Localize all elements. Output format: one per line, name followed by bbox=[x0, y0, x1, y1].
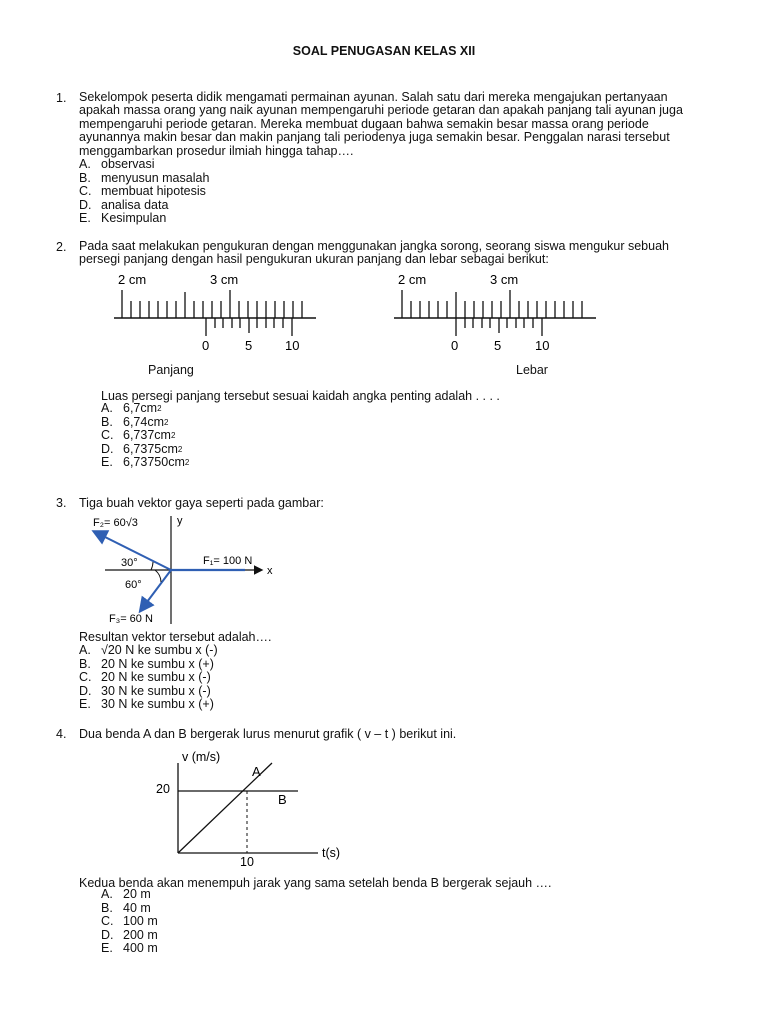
graph-x-label: t(s) bbox=[322, 846, 341, 860]
q4-option-a[interactable]: A. 20 m bbox=[101, 887, 151, 901]
q2-option-e[interactable]: E. 6,73750 cm 2 bbox=[101, 455, 190, 469]
q4-options bbox=[101, 888, 158, 956]
q4-option-b[interactable]: B. 40 m bbox=[101, 900, 151, 915]
graph-x-tick-10: 10 bbox=[240, 855, 254, 869]
q4-option-c[interactable]: C. 100 m bbox=[101, 914, 158, 928]
main-scale-label-2cm: 2 cm bbox=[118, 272, 147, 287]
vt-graph bbox=[150, 745, 360, 873]
q3-option-e[interactable]: E. 30 N ke sumbu x (+) bbox=[79, 697, 214, 711]
q2-option-d[interactable]: D. 6,7375 cm 2 bbox=[101, 441, 183, 456]
q1-line: Sekelompok peserta didik mengamati permainan ayunan. Salah satu dari mereka mengajukan pertanyaan bbox=[79, 90, 668, 104]
q4-option-d[interactable]: D. 200 m bbox=[101, 927, 158, 942]
q3-option-d[interactable]: D. 30 N ke sumbu x (-) bbox=[79, 683, 211, 698]
lebar-label: Lebar bbox=[516, 363, 548, 377]
q1-number: 1. bbox=[56, 91, 67, 105]
q3-option-c[interactable]: C. 20 N ke sumbu x (-) bbox=[79, 670, 211, 684]
y-axis-label: y bbox=[177, 515, 183, 527]
q2-options bbox=[101, 402, 189, 470]
vector-diagram bbox=[85, 512, 285, 628]
graph-y-tick-20: 20 bbox=[156, 782, 170, 796]
q4-prompt: Kedua benda akan menempuh jarak yang sama setelah benda B bergerak sejauh …. bbox=[79, 876, 552, 890]
q1-line: apakah massa orang yang naik ayunan mempengaruhi periode getaran dan apakah panjang tali ayunan juga bbox=[79, 103, 683, 118]
q1-option-e[interactable]: E. Kesimpulan bbox=[79, 211, 167, 226]
q3-prompt: Resultan vektor tersebut adalah…. bbox=[79, 630, 272, 644]
q2-number: 2. bbox=[56, 240, 67, 254]
vernier-label-10: 10 bbox=[535, 338, 550, 353]
q2-option-c[interactable]: C. 6,737 cm 2 bbox=[101, 428, 176, 442]
q4-option-e[interactable]: E. 400 m bbox=[101, 941, 158, 955]
line-b-label: B bbox=[278, 792, 287, 807]
vernier-scale-ticks bbox=[206, 318, 292, 336]
vernier-scale-ticks bbox=[456, 318, 542, 336]
q2-option-b[interactable]: B. 6,74 cm 2 bbox=[101, 414, 169, 429]
vernier-panjang-diagram bbox=[110, 270, 320, 356]
q3-number: 3. bbox=[56, 496, 67, 510]
line-a-label: A bbox=[252, 764, 261, 779]
main-scale-ticks bbox=[122, 290, 302, 318]
q1-line: mempengaruhi periode getaran. Mereka membuat dugaan bahwa semakin besar massa orang periode bbox=[79, 116, 649, 131]
q3-option-a[interactable]: A. √20 N ke sumbu x (-) bbox=[79, 643, 218, 657]
q3-stem: Tiga buah vektor gaya seperti pada gambar: bbox=[79, 496, 324, 510]
f3-label: F₃= 60 N bbox=[109, 613, 153, 625]
panjang-label: Panjang bbox=[148, 363, 194, 377]
vernier-label-10: 10 bbox=[285, 338, 300, 353]
q1-options bbox=[79, 158, 713, 226]
q1-line: ayunannya makin besar dan makin panjang tali periodenya juga semakin besar. Penggalan narasi tersebut bbox=[79, 130, 670, 145]
page-title: SOAL PENUGASAN KELAS XII bbox=[292, 44, 476, 58]
q1-stem bbox=[79, 91, 713, 226]
vernier-label-0: 0 bbox=[202, 338, 210, 353]
q1-option-c[interactable]: C. membuat hipotesis bbox=[79, 184, 206, 199]
main-scale-ticks bbox=[402, 290, 582, 318]
q3-options bbox=[79, 644, 218, 712]
main-scale-label-2cm: 2 cm bbox=[398, 272, 427, 287]
q2-option-a[interactable]: A. 6,7 cm 2 bbox=[101, 401, 162, 415]
vernier-label-0: 0 bbox=[451, 338, 459, 353]
q3-option-b[interactable]: B. 20 N ke sumbu x (+) bbox=[79, 656, 214, 671]
f2-label: F₂= 60√3 bbox=[93, 517, 138, 529]
q2-stem: Pada saat melakukan pengukuran dengan menggunakan jangka sorong, seorang siswa mengukur sebuah persegi panjang dengan hasil pengukuran ukuran panjang dan lebar sebagai berikut: bbox=[79, 239, 669, 267]
angle-arc-60 bbox=[155, 570, 161, 582]
angle-60-label: 60° bbox=[125, 579, 142, 591]
q1-option-a[interactable]: A. observasi bbox=[79, 157, 155, 172]
q2-prompt: Luas persegi panjang tersebut sesuai kaidah angka penting adalah . . . . bbox=[101, 389, 500, 403]
angle-30-label: 30° bbox=[121, 557, 138, 569]
graph-y-label: v (m/s) bbox=[182, 750, 221, 764]
f1-label: F₁= 100 N bbox=[203, 555, 253, 567]
vernier-label-5: 5 bbox=[494, 338, 502, 353]
angle-arc-30 bbox=[151, 562, 153, 570]
q1-line: menggambarkan prosedur ilmiah hingga tahap…. bbox=[79, 143, 354, 158]
vernier-lebar-diagram bbox=[390, 270, 600, 356]
x-axis-label: x bbox=[267, 565, 273, 577]
main-scale-label-3cm: 3 cm bbox=[490, 272, 519, 287]
main-scale-label-3cm: 3 cm bbox=[210, 272, 239, 287]
f3-vector bbox=[141, 570, 171, 610]
q4-stem: Dua benda A dan B bergerak lurus menurut grafik ( v – t ) berikut ini. bbox=[79, 727, 457, 741]
q1-option-d[interactable]: D. analisa data bbox=[79, 197, 169, 212]
q1-option-b[interactable]: B. menyusun masalah bbox=[79, 170, 210, 185]
vernier-label-5: 5 bbox=[245, 338, 253, 353]
q4-number: 4. bbox=[56, 727, 67, 741]
